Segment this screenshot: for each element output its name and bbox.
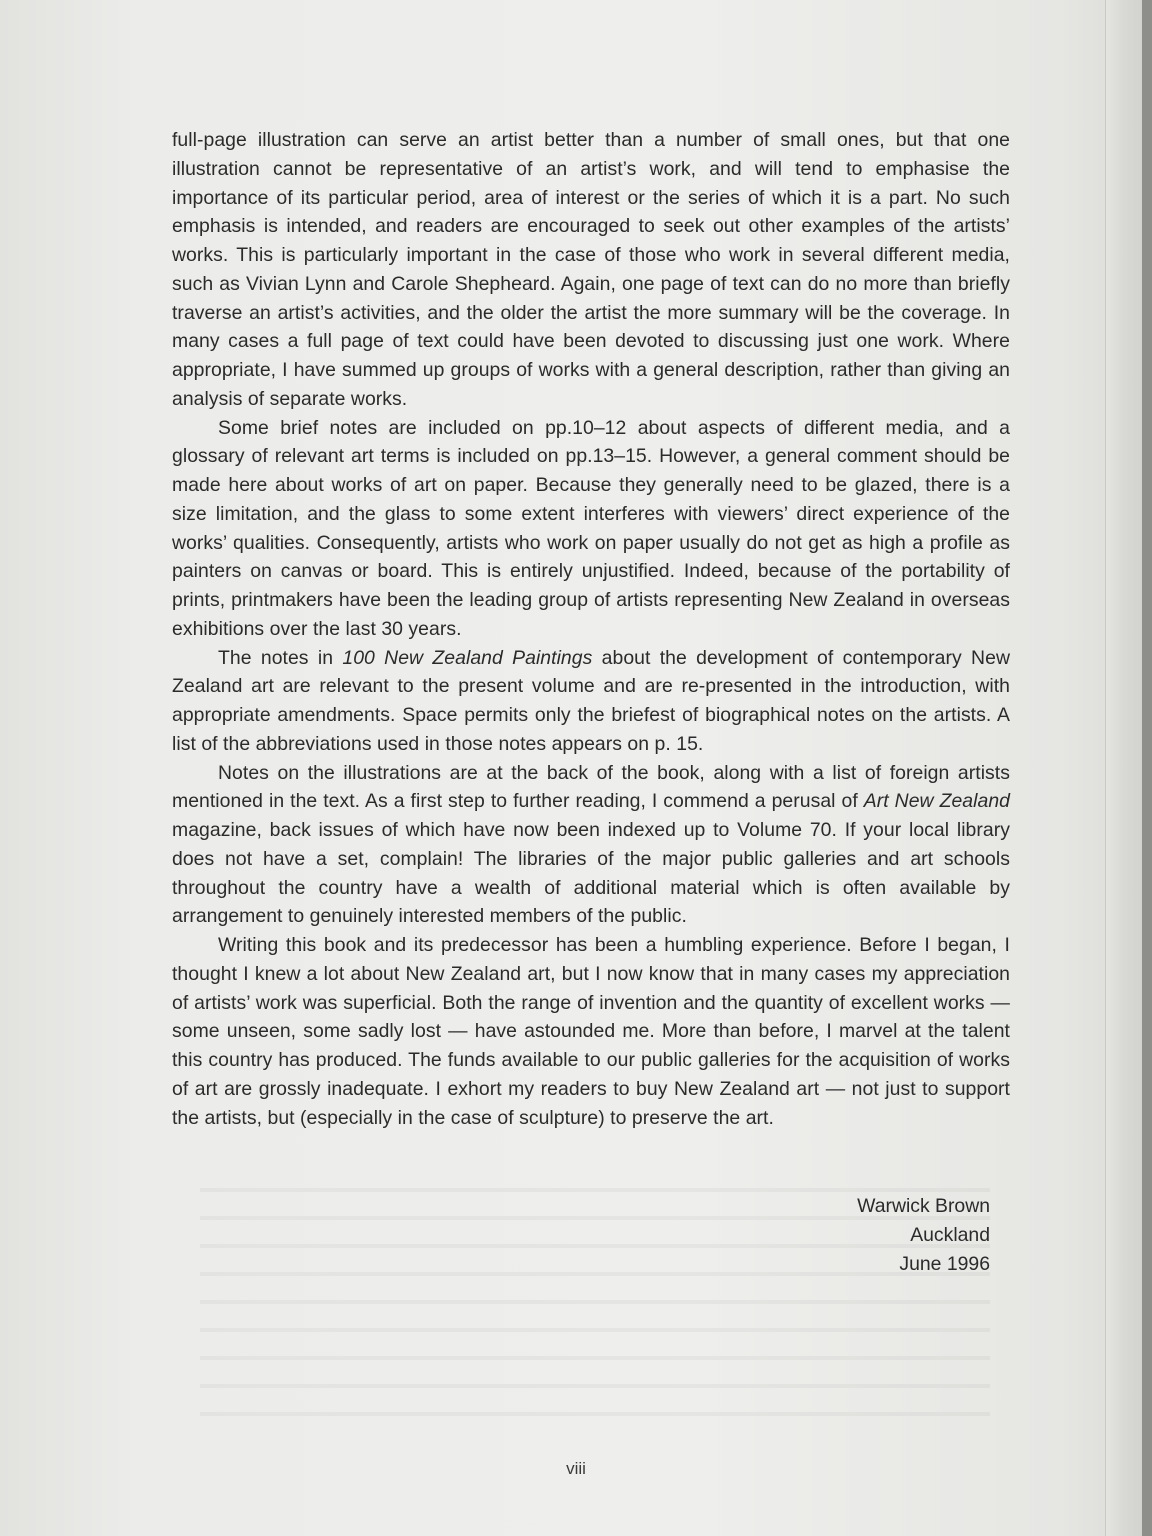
text-run: about the development of contemporary New Zealand art are relevant to the present volume and are re-presented in the introduction, with appropriate amendments. Space permits only the briefest of biographical notes on the artists. A list of the abbreviations used in those notes appears on p. 15. <box>172 646 1010 755</box>
italic-title: 100 New Zealand Paintings <box>342 646 593 669</box>
signature-block <box>857 1192 990 1279</box>
text-run: full-page illustration can serve an artist better than a number of small ones, but that one illustration cannot be representative of an artist’s work, and will tend to emphasise the importance of its particular period, area of interest or the series of which it is a part. No such emphasis is intended, and readers are encouraged to seek out other examples of the artists’ works. This is particularly important in the case of those who work in several different media, such as Vivian Lynn and Carole Shepheard. Again, one page of text can do no more than briefly traverse an artist’s activities, and the older the artist the more summary will be the coverage. In many cases a full page of text could have been devoted to discussing just one work. Where appropriate, I have summed up groups of works with a general description, rather than giving an analysis of separate works. <box>172 129 1010 410</box>
italic-title: Art New Zealand <box>863 790 1010 813</box>
paragraph <box>172 931 1010 1132</box>
author-date: June 1996 <box>899 1253 990 1275</box>
text-run: The notes in <box>218 646 343 669</box>
text-run: Some brief notes are included on pp.10–12 about aspects of different media, and a glossary of relevant art terms is included on pp.13–15. However, a general comment should be made here about works of art on paper. Because they generally need to be glazed, there is a size limitation, and the glass to some extent interferes with viewers’ direct experience of the works’ qualities. Consequently, artists who work on paper usually do not get as high a profile as painters on canvas or board. This is entirely unjustified. Indeed, because of the portability of prints, printmakers have been the leading group of artists representing New Zealand in overseas exhibitions over the last 30 years. <box>172 416 1010 640</box>
paragraph <box>172 644 1010 759</box>
paragraph <box>172 126 1010 414</box>
page-edge <box>1105 0 1152 1536</box>
page-number: viii <box>566 1459 586 1478</box>
paragraph <box>172 414 1010 644</box>
text-run: magazine, back issues of which have now been indexed up to Volume 70. If your local library does not have a set, complain! The libraries of the major public galleries and art schools throughout the country have a wealth of additional material which is often available by arrangement to genuinely interested members of the public. <box>172 819 1010 928</box>
author-place: Auckland <box>910 1224 990 1246</box>
body-text <box>172 126 1010 1132</box>
author-name: Warwick Brown <box>857 1195 990 1217</box>
paragraph <box>172 759 1010 932</box>
text-run: Notes on the illustrations are at the back of the book, along with a list of foreign artists mentioned in the text. As a first step to further reading, I commend a perusal of <box>172 761 1010 813</box>
text-run: Writing this book and its predecessor has been a humbling experience. Before I began, I thought I knew a lot about New Zealand art, but I now know that in many cases my appreciation of artists’ work was superficial. Both the range of invention and the quantity of excellent works — some unseen, some sadly lost — have astounded me. More than before, I marvel at the talent this country has produced. The funds available to our public galleries for the acquisition of works of art are grossly inadequate. I exhort my readers to buy New Zealand art — not just to support the artists, but (especially in the case of sculpture) to preserve the art. <box>172 934 1010 1129</box>
